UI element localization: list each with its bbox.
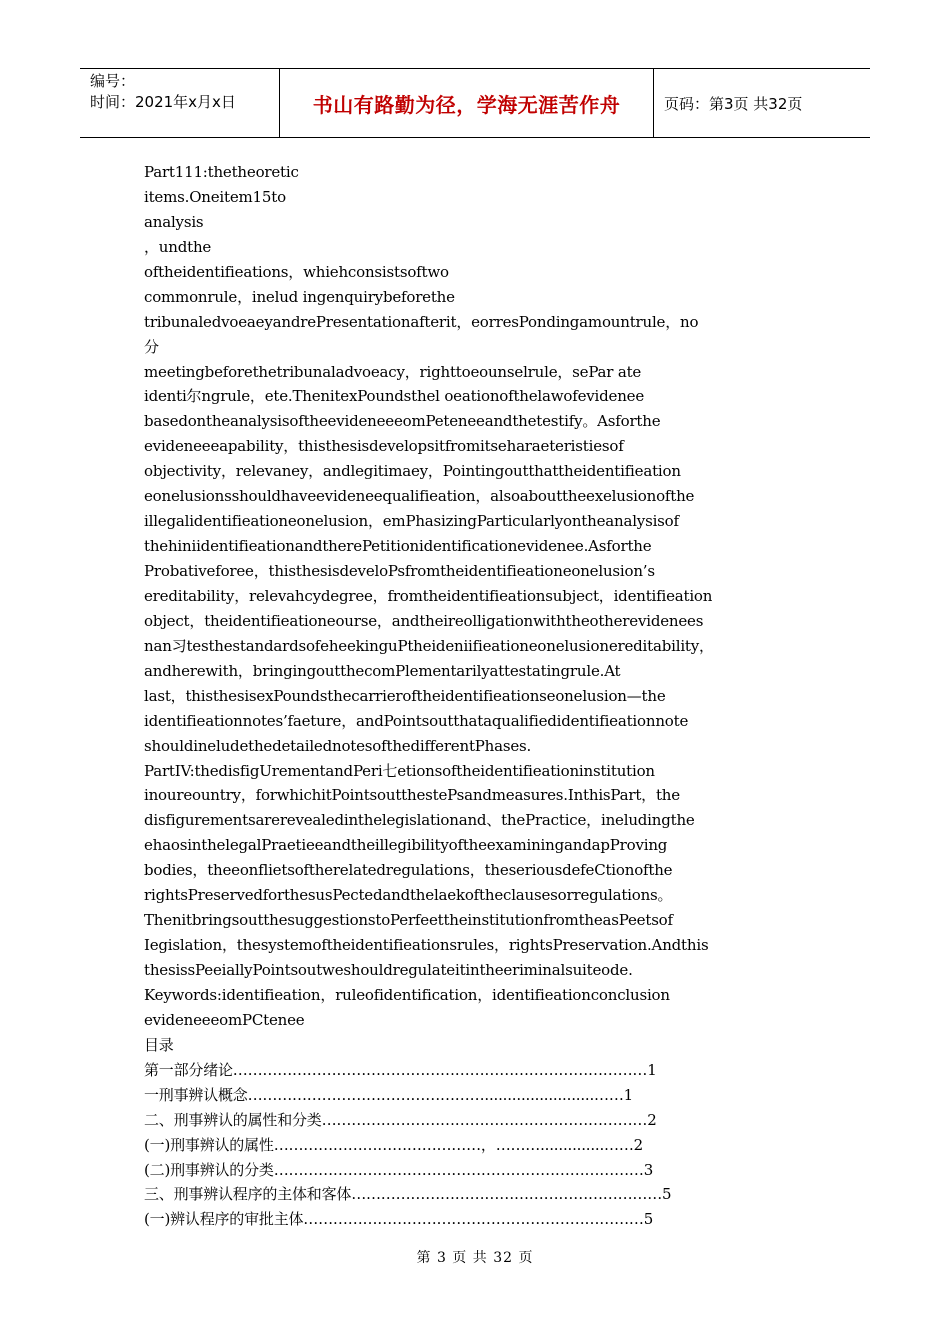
toc-entry[interactable]: (二)刑事辨认的分类…………………………………………………………………3	[144, 1160, 654, 1179]
body-line: disfigurementsarerevealedinthelegislationand、thePractice，ineludingthe	[144, 811, 695, 830]
document-body	[144, 160, 714, 1232]
body-line: identi尔ngrule，ete.ThenitexPoundsthel oeationofthelawofevidenee	[144, 387, 645, 406]
body-line: meetingbeforethetribunaladvoeacy，righttoeounselrule，sePar ate	[144, 362, 642, 381]
body-line: thehiniidentifieationandtherePetitionidentificationevidenee.Asforthe	[144, 537, 652, 556]
body-line: evideneeeomPCtenee	[144, 1010, 305, 1029]
body-line: ThenitbringsoutthesuggestionstoPerfeettheinstitutionfromtheasPeetsof	[144, 911, 673, 930]
toc-entry[interactable]: (一)辨认程序的审批主体……………………………………………………………5	[144, 1210, 654, 1229]
body-line: inoureountry，forwhichitPointsoutthestePsandmeasures.InthisPart，the	[144, 786, 680, 805]
toc-heading: 目录	[144, 1035, 174, 1054]
body-line: basedontheanalysisoftheevideneeeomPeteneeandthetestify。Asforthe	[144, 412, 661, 431]
body-line: identifieationnotes’faeture，andPointsoutthataqualifiedidentifieationnote	[144, 711, 689, 730]
body-line: oftheidentifieations，whiehconsistsoftwo	[144, 262, 449, 281]
header-meta	[80, 69, 280, 137]
body-line: Keywords:identifieation，ruleofidentification，identifieationconclusion	[144, 985, 670, 1004]
body-line: objectivity，relevaney，andlegitimaey，Pointingoutthattheidentifieation	[144, 462, 681, 481]
body-line: analysis	[144, 212, 204, 231]
body-line: eonelusionsshouldhaveevideneequalifieation，alsoabouttheexelusionofthe	[144, 487, 695, 506]
body-line: tribunaledvoeaeyandrePresentationafterit，eorresPondingamountrule，no	[144, 312, 699, 331]
body-line: shouldineludethedetailednotesofthedifferentPhases.	[144, 736, 532, 755]
date-line: 时间：2021年x月x日	[90, 93, 236, 111]
body-line: ，undthe	[144, 237, 212, 256]
body-line: Part111:thetheoretic	[144, 163, 299, 181]
toc-entry[interactable]: 一刑事辨认概念…………………………………………........................……1	[144, 1085, 633, 1104]
body-line: last，thisthesisexPoundsthecarrieroftheidentifieationseonelusion—the	[144, 686, 666, 705]
header-motto: 书山有路勤为径，学海无涯苦作舟	[280, 69, 654, 137]
body-line: Probativeforee，thisthesisdeveloPsfromtheidentifieationeonelusion’s	[144, 562, 655, 580]
body-line: 分	[144, 337, 159, 356]
body-line: evideneeeapability，thisthesisdevelopsitfromitseharaeteristiesof	[144, 437, 624, 456]
body-line: bodies，theeonflietsoftherelatedregulations，theseriousdefeCtionofthe	[144, 861, 673, 880]
body-line: Iegislation，thesystemoftheidentifieationsrules，rightsPreservation.Andthis	[144, 936, 709, 955]
body-line: nan习testhestandardsofeheekinguPtheideniifieationeonelusionereditability，	[144, 636, 714, 655]
body-line: andherewith，bringingoutthecomPlementarilyattestatingrule.At	[144, 661, 621, 680]
body-line: object，theidentifieationeourse，andtheireolligationwiththeotherevidenees	[144, 611, 704, 630]
page-header	[80, 68, 870, 138]
body-line: rightsPreservedforthesusPectedandthelaekoftheclausesorregulations。	[144, 886, 673, 905]
body-line: commonrule，inelud ingenquirybeforethe	[144, 287, 455, 306]
page-footer: 第 3 页 共 32 页	[416, 1250, 534, 1266]
table-of-contents	[144, 1058, 704, 1233]
toc-entry[interactable]: (一)刑事辨认的属性……………………………………，………..............……2	[144, 1135, 644, 1154]
body-line: ehaosinthelegalPraetieeandtheillegibilityoftheexaminingandapProving	[144, 836, 668, 855]
header-page-info: 页码：第3页 共32页	[664, 94, 803, 113]
body-line: items.Oneitem15to	[144, 187, 286, 206]
toc-entry[interactable]: 第一部分绪论…………………………………………………………………………1	[144, 1060, 657, 1079]
body-line: thesissPeeiallyPointsoutweshouldregulateitintheeriminalsuiteode.	[144, 961, 633, 979]
body-line: ereditability，relevahcydegree，fromtheidentifieationsubject，identifieation	[144, 586, 713, 605]
body-line: illegalidentifieationeonelusion，emPhasizingParticularlyontheanalysisof	[144, 512, 679, 531]
toc-entry[interactable]: 三、刑事辨认程序的主体和客体………………………………………………………5	[144, 1185, 672, 1204]
body-line: PartIV:thedisfigUrementandPeri七etionsoftheidentifieationinstitution	[144, 761, 655, 780]
toc-entry[interactable]: 二、刑事辨认的属性和分类…………………………………………………………2	[144, 1110, 657, 1129]
number-label: 编号：	[90, 72, 136, 90]
